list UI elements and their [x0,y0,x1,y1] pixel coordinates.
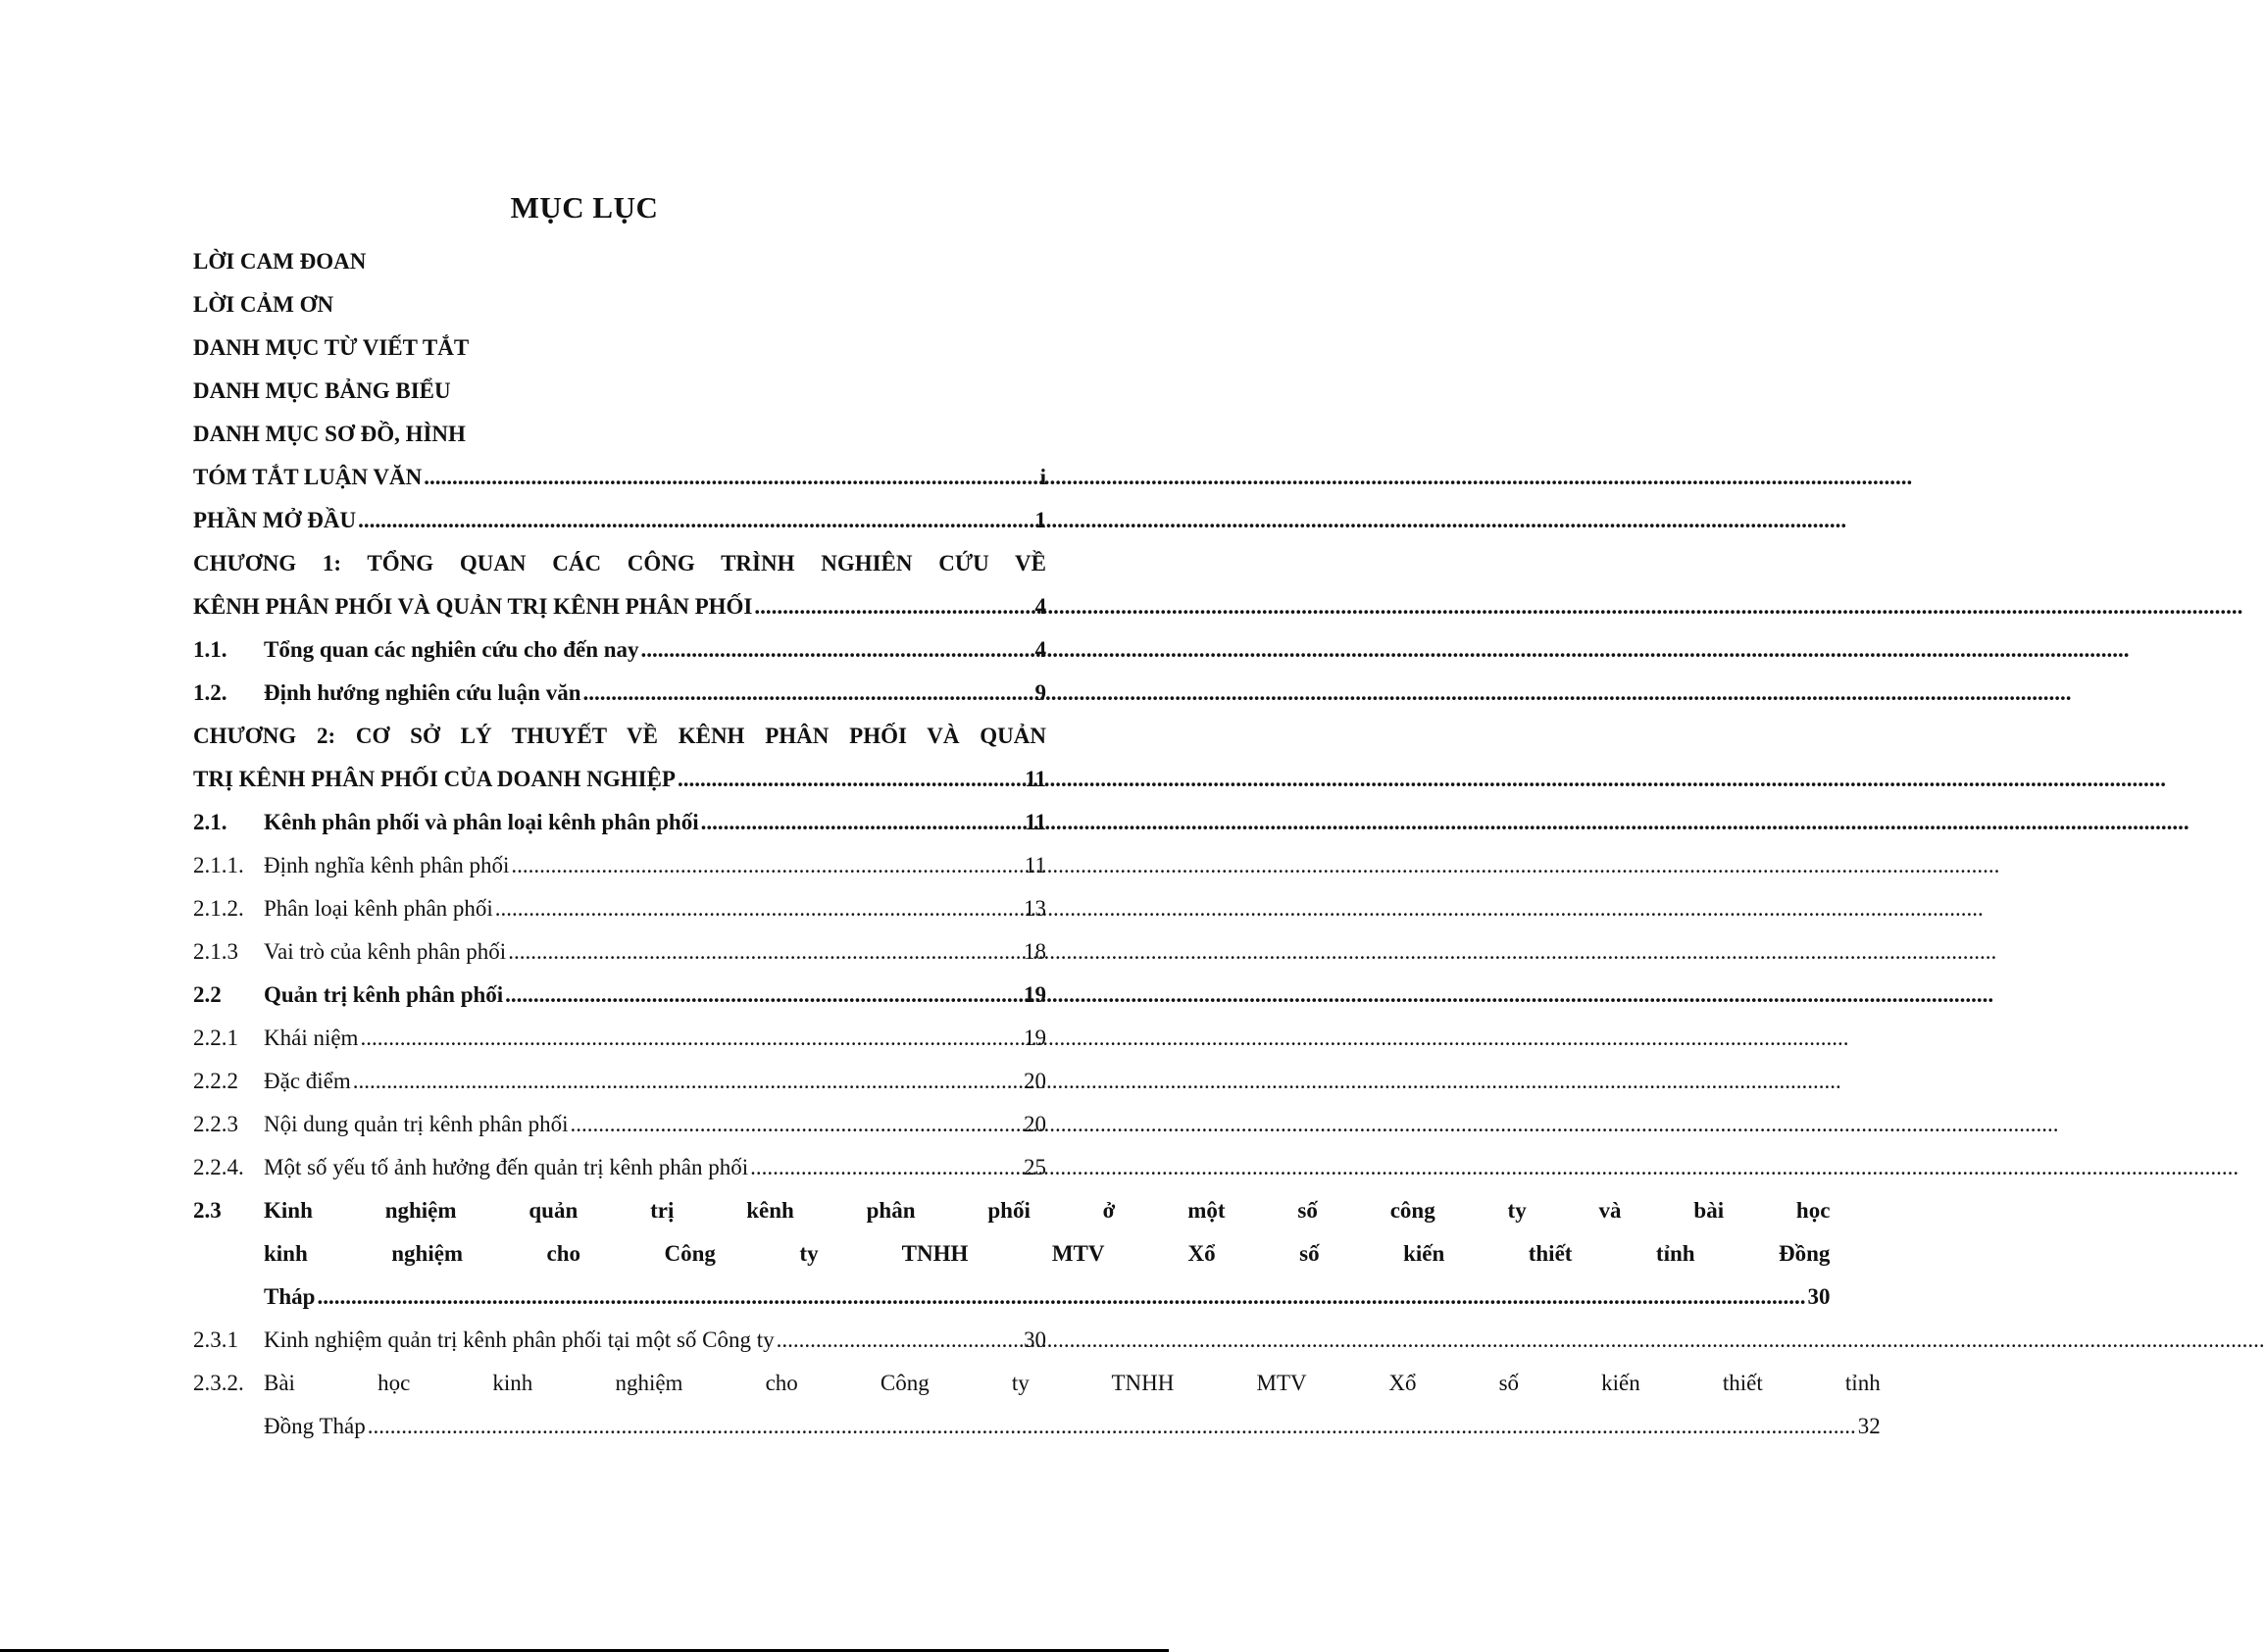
toc-entry-2-1-3[interactable] [193,930,1046,974]
toc-section-number: 2.2.4. [193,1155,244,1179]
toc-page-number: 4 [1034,637,1046,662]
toc-entry-text: LỜI CẢM ƠN [193,292,334,317]
toc-entry-text: Kinh nghiệm quản trị kênh phân phối tại một số Công ty [264,1327,775,1352]
toc-entry-text-line2: KÊNH PHÂN PHỐI VÀ QUẢN TRỊ KÊNH PHÂN PHỐI [193,594,753,619]
dot-leader [583,672,1033,715]
toc-entry-2-2-1[interactable] [193,1017,1046,1060]
toc-page-number: 30 [1807,1284,1831,1309]
toc-page-number: 19 [1024,1026,1046,1050]
dot-leader [317,1276,1805,1319]
toc-entry-text: Vai trò của kênh phân phối [264,939,507,964]
toc-section-number: 2.1. [193,810,227,834]
toc-entry-text: TÓM TẮT LUẬN VĂN [193,465,423,489]
dot-leader [505,974,1022,1017]
toc-entry-text: Tổng quan các nghiên cứu cho đến nay [264,637,639,662]
dot-leader [511,844,1022,887]
toc-entry-2-2-4[interactable] [193,1146,1046,1189]
toc-entry-text: Phân loại kênh phân phối [264,896,493,921]
toc-section-number: 1.1. [193,637,227,662]
toc-entry-text: Quản trị kênh phân phối [264,982,504,1007]
toc-entry-danh-muc-tu-viet-tat[interactable] [193,326,1046,370]
dot-leader [701,801,1024,844]
toc-entry-text-line1: CHƯƠNG 1: TỔNG QUAN CÁC CÔNG TRÌNH NGHIÊN CỨU VỀ [193,551,1046,576]
toc-section-number: 2.2.1 [193,1026,238,1050]
toc-entry-phan-mo-dau[interactable] [193,499,1046,542]
toc-entry-text-line1: Bài học kinh nghiệm cho Công ty TNHH MTV Xổ số kiến thiết tỉnh [264,1371,1881,1395]
toc-entry-2-2-2[interactable] [193,1060,1046,1103]
toc-entry-text: DANH MỤC BẢNG BIỂU [193,378,451,403]
dot-leader [570,1103,1022,1146]
toc-page-number: 20 [1024,1112,1046,1136]
toc-section-number: 2.1.2. [193,896,244,921]
toc-entry-text-line3: Tháp [264,1284,316,1309]
toc-page-number: 13 [1024,896,1046,921]
toc-entry-chuong-1[interactable] [193,542,1046,628]
toc-entry-text-line2: TRỊ KÊNH PHÂN PHỐI CỦA DOANH NGHIỆP [193,767,676,791]
dot-leader [754,585,1032,628]
toc-entry-text-line2: Đồng Tháp [264,1414,366,1438]
toc-section-number: 1.2. [193,680,227,705]
toc-entry-text: Đặc điểm [264,1069,351,1093]
toc-entry-danh-muc-bang-bieu[interactable] [193,370,1046,413]
toc-section-number: 2.2.2 [193,1069,238,1093]
toc-entry-text-line2: kinh nghiệm cho Công ty TNHH MTV Xổ số kiến thiết tỉnh Đồng [264,1241,1831,1266]
toc-page-number: 9 [1034,680,1046,705]
toc-page-number: 20 [1024,1069,1046,1093]
toc-entry-text: PHẦN MỞ ĐẦU [193,508,357,532]
toc-entry-text: Khái niệm [264,1026,359,1050]
toc-entry-2-3-1[interactable] [193,1319,1046,1362]
toc-entry-text: Nội dung quản trị kênh phân phối [264,1112,569,1136]
toc-page-number: 25 [1024,1155,1046,1179]
toc-page-number: 11 [1024,853,1046,877]
dot-leader [750,1146,1022,1189]
toc-entry-text: Định nghĩa kênh phân phối [264,853,510,877]
toc-entry-1-1[interactable] [193,628,1046,672]
toc-page-number: 11 [1025,810,1046,834]
toc-entry-text: Kênh phân phối và phân loại kênh phân phối [264,810,699,834]
dot-leader [777,1319,1022,1362]
toc-section-number: 2.3 [193,1198,222,1223]
dot-leader [368,1405,1856,1448]
toc-section-number: 2.1.1. [193,853,244,877]
toc-page-number: 18 [1024,939,1046,964]
toc-page-number: 32 [1857,1414,1881,1438]
toc-entry-tom-tat[interactable] [193,456,1046,499]
toc-section-number: 2.1.3 [193,939,238,964]
toc-entry-2-3-2[interactable] [193,1362,1881,1448]
toc-entry-2-2-3[interactable] [193,1103,1046,1146]
toc-entry-text: Một số yếu tố ảnh hưởng đến quản trị kênh phân phối [264,1155,749,1179]
toc-section-number: 2.3.1 [193,1327,238,1352]
dot-leader [358,499,1032,542]
toc-entry-text: Định hướng nghiên cứu luận văn [264,680,581,705]
toc-entry-text: DANH MỤC SƠ ĐỒ, HÌNH [193,422,466,446]
toc-page-number: 1 [1034,508,1046,532]
dot-leader [641,628,1033,672]
toc-entry-text: DANH MỤC TỪ VIẾT TẮT [193,335,470,360]
toc-page-number: 11 [1025,767,1046,791]
dot-leader [495,887,1022,930]
toc-section-number: 2.2.3 [193,1112,238,1136]
toc-section-number: 2.3.2. [193,1371,244,1395]
toc-entry-loi-cam-doan[interactable] [193,240,1046,283]
table-of-contents [193,240,1881,1448]
toc-page-number: i [1039,465,1046,489]
dot-leader [360,1017,1022,1060]
toc-entry-2-1-2[interactable] [193,887,1046,930]
toc-entry-text-line1: CHƯƠNG 2: CƠ SỞ LÝ THUYẾT VỀ KÊNH PHÂN PHỐI VÀ QUẢN [193,724,1046,748]
toc-entry-2-3[interactable] [193,1189,1831,1319]
toc-page-number: 4 [1034,594,1046,619]
toc-entry-loi-cam-on[interactable] [193,283,1046,326]
toc-entry-2-1-1[interactable] [193,844,1046,887]
toc-entry-1-2[interactable] [193,672,1046,715]
toc-entry-chuong-2[interactable] [193,715,1046,801]
toc-entry-text: LỜI CAM ĐOAN [193,249,367,274]
toc-page-number: 19 [1024,982,1046,1007]
dot-leader [424,456,1037,499]
dot-leader [678,758,1023,801]
page-title: MỤC LỤC [510,190,659,225]
dot-leader [508,930,1022,974]
toc-entry-2-1[interactable] [193,801,1046,844]
toc-section-number: 2.2 [193,982,222,1007]
toc-entry-2-2[interactable] [193,974,1046,1017]
toc-entry-text-line1: Kinh nghiệm quản trị kênh phân phối ở một số công ty và bài học [264,1198,1831,1223]
toc-entry-danh-muc-so-do-hinh[interactable] [193,413,1046,456]
dot-leader [353,1060,1022,1103]
toc-page-number: 30 [1024,1327,1046,1352]
